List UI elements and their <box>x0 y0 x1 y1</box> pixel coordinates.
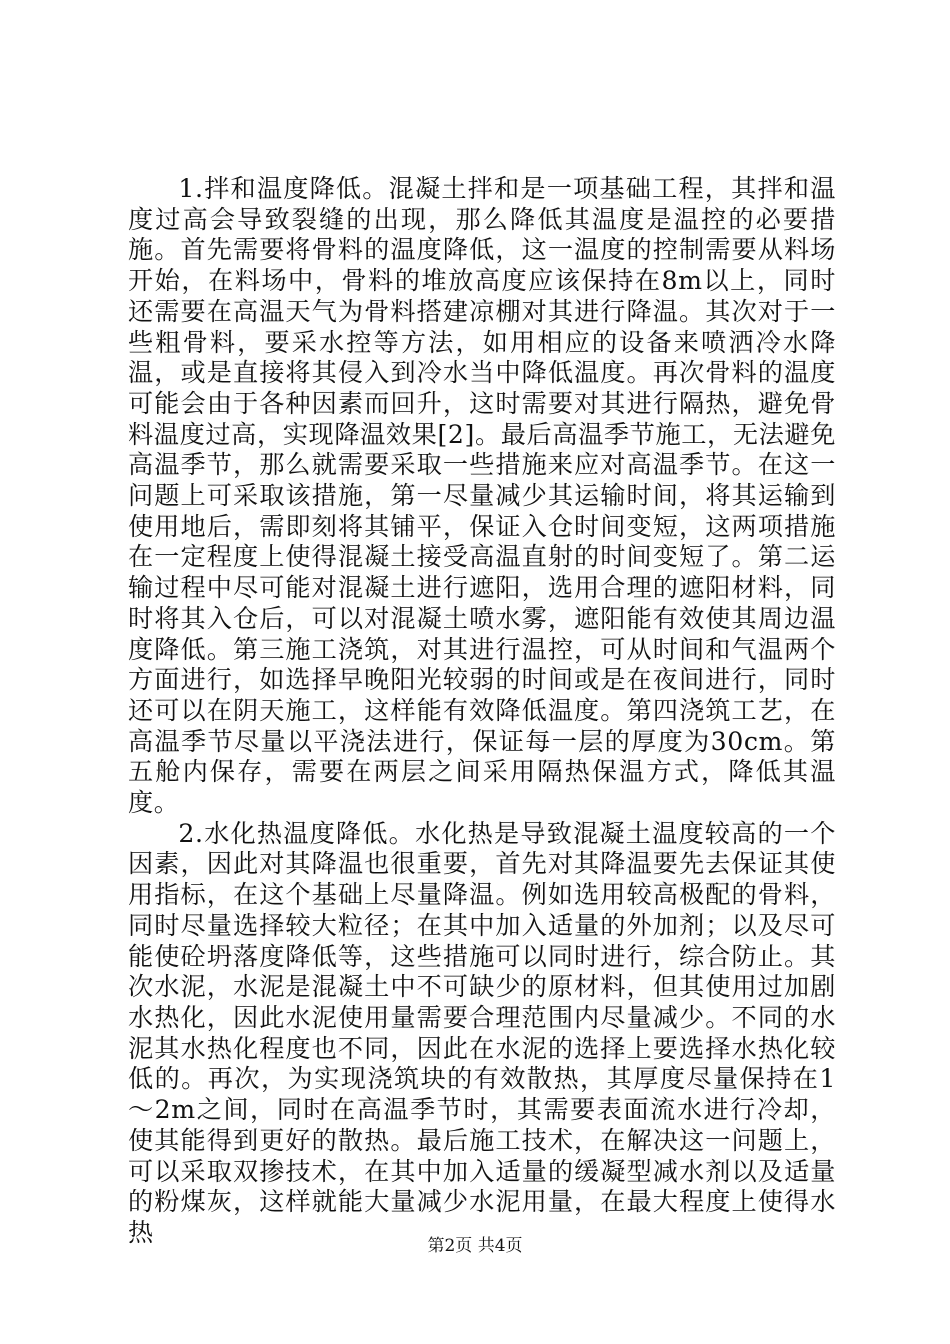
paragraph-mixing-temperature: 1.拌和温度降低。混凝土拌和是一项基础工程，其拌和温度过高会导致裂缝的出现，那么降低其温度是温控的必要措施。首先需要将骨料的温度降低，这一温度的控制需要从料场开始，在料场中，骨料的堆放高度应该保持在8m以上，同时还需要在高温天气为骨料搭建凉棚对其进行降温。其次对于一些粗骨料，要采水控等方法，如用相应的设备来喷洒冷水降温，或是直接将其侵入到冷水当中降低温度。再次骨料的温度可能会由于各种因素而回升，这时需要对其进行隔热，避免骨料温度过高，实现降温效果[2]。最后高温季节施工，无法避免高温季节，那么就需要采取一些措施来应对高温季节。在这一问题上可采取该措施，第一尽量减少其运输时间，将其运输到使用地后，需即刻将其铺平，保证入仓时间变短，这两项措施在一定程度上使得混凝土接受高温直射的时间变短了。第二运输过程中尽可能对混凝土进行遮阳，选用合理的遮阳材料，同时将其入仓后，可以对混凝土喷水雾，遮阳能有效使其周边温度降低。第三施工浇筑，对其进行温控，可从时间和气温两个方面进行，如选择早晚阳光较弱的时间或是在夜间进行，同时还可以在阴天施工，这样能有效降低温度。第四浇筑工艺，在高温季节尽量以平浇法进行，保证每一层的厚度为30cm。第五舱内保存，需要在两层之间采用隔热保温方式，降低其温度。 <box>128 174 836 818</box>
paragraph-hydration-heat: 2.水化热温度降低。水化热是导致混凝土温度较高的一个因素，因此对其降温也很重要，首先对其降温要先去保证其使用指标，在这个基础上尽量降温。例如选用较高极配的骨料，同时尽量选择较大粒径；在其中加入适量的外加剂；以及尽可能使砼坍落度降低等，这些措施可以同时进行，综合防止。其次水泥，水泥是混凝土中不可缺少的原材料，但其使用过加剧水热化，因此水泥使用量需要合理范围内尽量减少。不同的水泥其水热化程度也不同，因此在水泥的选择上要选择水热化较低的。再次，为实现浇筑块的有效散热，其厚度尽量保持在1～2m之间，同时在高温季节时，其需要表面流水进行冷却，使其能得到更好的散热。最后施工技术，在解决这一问题上，可以采取双掺技术，在其中加入适量的缓凝型减水剂以及适量的粉煤灰，这样就能大量减少水泥用量，在最大程度上使得水热 <box>128 818 836 1247</box>
document-body <box>128 174 836 1249</box>
page-footer: 第2页 共4页 <box>427 1236 523 1256</box>
